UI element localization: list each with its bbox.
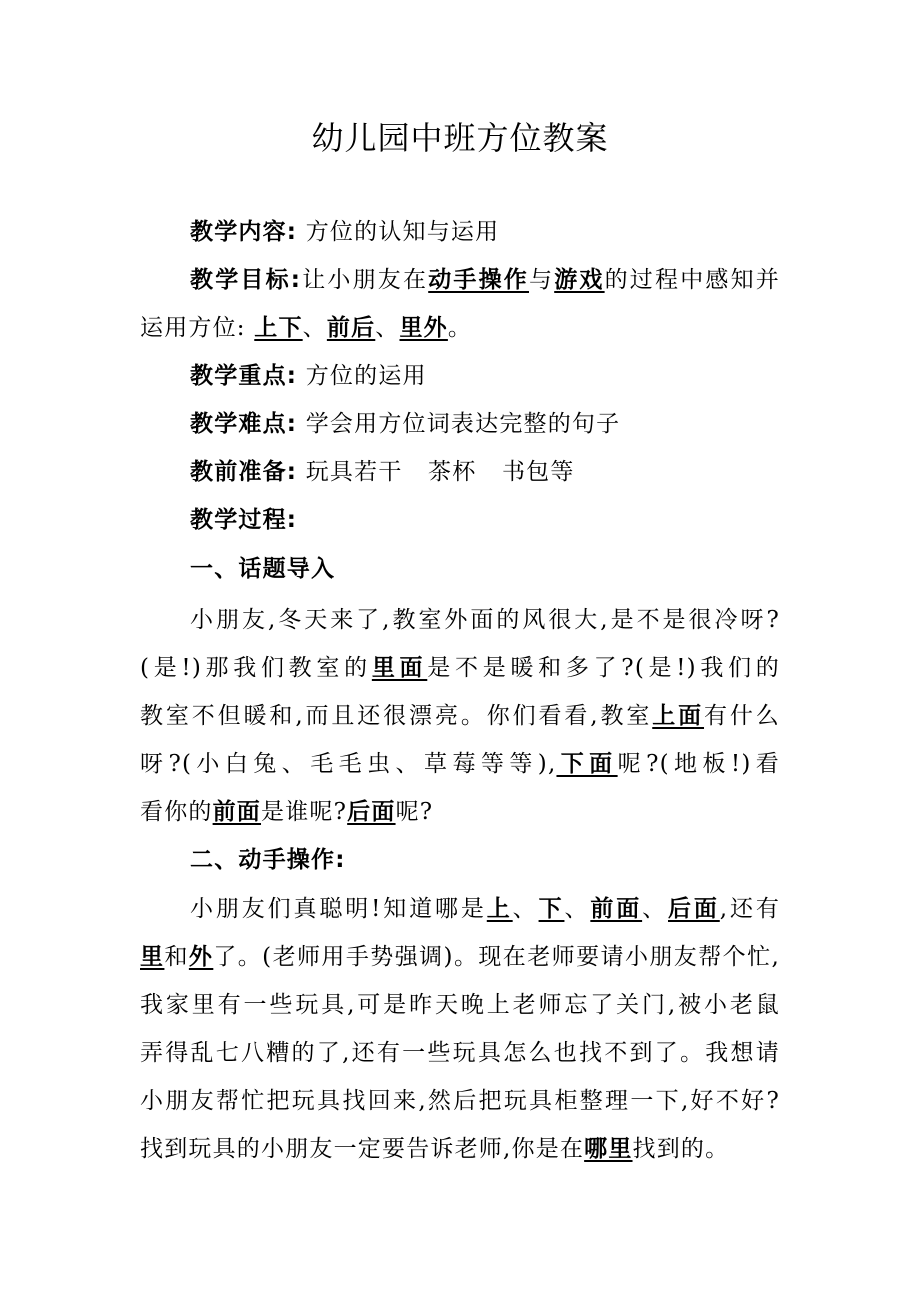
emphasis-span: 上 <box>486 896 513 922</box>
s2-line-2 <box>140 933 780 981</box>
text-span: 呀?(小白兔、毛毛虫、草莓等等), <box>140 751 557 777</box>
text-span: 了。(老师用手势强调)。现在老师要请小朋友帮个忙, <box>213 944 781 970</box>
emphasis-span: 上面 <box>652 703 705 729</box>
paragraph-line <box>140 644 780 692</box>
emphasis-span: 动手操作 <box>428 267 529 293</box>
section2-heading-row <box>190 836 780 884</box>
text-span: 找到玩具的小朋友一定要告诉老师,你是在 <box>140 1136 585 1162</box>
section1-heading-row <box>190 545 780 593</box>
section2-heading: 二、动手操作: <box>190 847 346 873</box>
paragraph-line: 我家里有一些玩具,可是昨天晚上老师忘了关门,被小老鼠 <box>140 992 780 1018</box>
content-text: 方位的认知与运用 <box>305 219 500 245</box>
text-span: 教室不但暖和,而且还很漂亮。你们看看,教室 <box>140 703 653 729</box>
emphasis-span: 后面 <box>668 896 720 922</box>
text-span: 小朋友们真聪明!知道哪是 <box>190 896 487 922</box>
text-span: 与 <box>529 267 555 293</box>
prep-label: 教前准备: <box>190 459 298 485</box>
goal-label: 教学目标: <box>190 267 302 293</box>
prep-text: 玩具若干 茶杯 书包等 <box>305 459 575 485</box>
emphasis-span: 里 <box>140 944 165 970</box>
emphasis-span: 哪里 <box>584 1136 633 1162</box>
paragraph-line: 小朋友,冬天来了,教室外面的风很大,是不是很冷呀? <box>190 607 780 633</box>
text-span: 呢? <box>395 799 434 825</box>
paragraph-line: 小朋友帮忙把玩具找回来,然后把玩具柜整理一下,好不好? <box>140 1088 780 1114</box>
text-span: 、 <box>375 315 400 341</box>
text-span: 。 <box>447 315 473 341</box>
process-row <box>190 496 780 544</box>
paragraph-line: 弄得乱七八糟的了,还有一些玩具怎么也找不到了。我想请 <box>140 1040 780 1066</box>
s2-line-1 <box>190 885 780 933</box>
text-span: 让小朋友在 <box>301 267 429 293</box>
paragraph-line <box>140 933 780 981</box>
section1-heading: 一、话题导入 <box>190 556 336 582</box>
text-span: 有什么 <box>704 703 780 729</box>
key-label: 教学重点: <box>190 363 298 389</box>
paragraph-line <box>140 692 780 740</box>
text-span: 呢?(地板!)看 <box>617 751 780 777</box>
paragraph-line <box>190 885 780 933</box>
s1-line-3 <box>140 692 780 740</box>
text-span: 找到的。 <box>632 1136 730 1162</box>
s1-line-2 <box>140 644 780 692</box>
emphasis-span: 前面 <box>212 799 262 825</box>
content-row <box>190 208 780 256</box>
s2-line-6 <box>140 1125 780 1173</box>
emphasis-span: 外 <box>188 944 214 970</box>
s2-line-4 <box>140 1029 780 1077</box>
page-title: 幼儿园中班方位教案 <box>311 119 609 157</box>
goal-line-1 <box>190 256 780 304</box>
prep-row <box>190 448 780 496</box>
key-row <box>190 352 780 400</box>
emphasis-span: 里外 <box>399 315 448 341</box>
emphasis-span: 游戏 <box>554 267 605 293</box>
text-span: 运用方位: <box>140 315 246 341</box>
difficulty-text: 学会用方位词表达完整的句子 <box>305 411 621 437</box>
s2-line-5 <box>140 1077 780 1125</box>
goal-row-2 <box>140 304 780 352</box>
emphasis-span: 下面 <box>556 751 618 777</box>
text-span: 、 <box>512 896 539 922</box>
text-span: ,还有 <box>719 896 781 922</box>
text-span: (是!)那我们教室的 <box>140 655 372 681</box>
process-label: 教学过程: <box>190 507 298 533</box>
goal-row-1 <box>190 256 780 304</box>
emphasis-span: 前面 <box>590 896 643 922</box>
s1-line-5 <box>140 788 780 836</box>
text-span: 和 <box>164 944 189 970</box>
text-span: 、 <box>302 315 327 341</box>
difficulty-label: 教学难点: <box>190 411 298 437</box>
text-span: 是谁呢? <box>261 799 348 825</box>
content-label: 教学内容: <box>190 219 298 245</box>
s1-line-4 <box>140 740 780 788</box>
emphasis-span: 里面 <box>371 655 428 681</box>
paragraph-line <box>140 740 780 788</box>
emphasis-span: 后面 <box>347 799 396 825</box>
text-span: 、 <box>642 896 668 922</box>
difficulty-row <box>190 400 780 448</box>
emphasis-span: 前后 <box>326 315 376 341</box>
emphasis-span: 下 <box>538 896 565 922</box>
emphasis-span: 上下 <box>254 315 303 341</box>
key-text: 方位的运用 <box>305 363 427 389</box>
text-span: 看你的 <box>140 799 213 825</box>
s2-line-3 <box>140 981 780 1029</box>
text-span: 、 <box>564 896 591 922</box>
text-span: 是不是暖和多了?(是!)我们的 <box>427 655 780 681</box>
s1-line-1 <box>190 596 780 644</box>
text-span: 的过程中感知并 <box>604 267 781 293</box>
